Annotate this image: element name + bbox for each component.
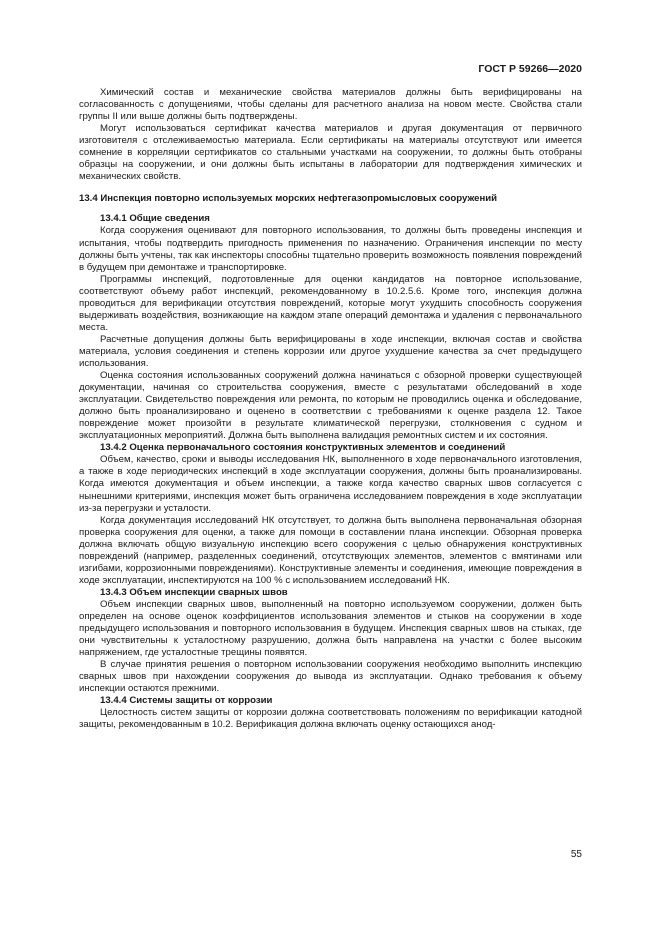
subsection-heading-13-4-3: 13.4.3 Объем инспекции сварных швов — [100, 586, 288, 598]
paragraph: Когда документация исследований НК отсутствует, то должна быть выполнена первоначальная обзорная проверка сооружения для оценки, а также для помощи в составлении плана инспекции. Обзорная проверка должна включать общую визуальную инспекцию всего сооружения с целью обнаружения конструктивных повреждений (например, разделенных соединений, отсутствующих элементов, элементов с вмятинами или изгибами, коррозионными повреждениями). Конструктивные элементы и соединения, имеющие повреждения в ходе эксплуатации, инспектируются на 100 % с использованием исследований НК. — [79, 514, 582, 586]
paragraph: Когда сооружения оценивают для повторного использования, то должны быть проведены инспекция и испытания, чтобы подтвердить пригодность применения по назначению. Ограничения инспекции по месту должны быть учтены, так как инспекторы способны тщательно проверить возможность появления повреждений в будущем при демонтаже и транспортировке. — [79, 225, 582, 273]
section-heading-13-4: 13.4 Инспекция повторно используемых морских нефтегазопромысловых сооружений — [79, 193, 498, 205]
page-number: 55 — [570, 849, 582, 860]
page-body — [79, 87, 582, 731]
paragraph: Объем, качество, сроки и выводы исследования НК, выполненного в ходе первоначального изготовления, а также в ходе периодических инспекций в ходе эксплуатации сооружения, должны быть проанализированы. Когда имеются документация и объем инспекции, а также когда качество сварных швов согласуется с нынешними критериями, инспекция может быть ограничена исследованием повреждения в ходе эксплуатации из-за перегрузки и усталости. — [79, 454, 582, 514]
paragraph: Программы инспекций, подготовленные для оценки кандидатов на повторное использование, соответствуют объему работ инспекций, рекомендованному в 10.2.5.6. Кроме того, инспекция должна проводиться для верификации отсутствия повреждений, которые могут ухудшить способность сооружения выдерживать воздействия, возникающие на каждом этапе операций демонтажа и удаления с первоначального места. — [79, 273, 582, 333]
subsection-heading-13-4-4: 13.4.4 Системы защиты от коррозии — [100, 695, 273, 707]
paragraph: Объем инспекции сварных швов, выполненный на повторно используемом сооружении, должен быть определен на основе оценок коэффициентов использования элементов и стыков на сооружении в ходе предыдущего использования и повторного использования в будущем. Инспекция сварных швов на стыках, где они чувствительны к усталостному разрушению, должна быть направлена на участки с более высоким напряжением, где усталостные трещины появятся. — [79, 598, 582, 659]
document-code: ГОСТ Р 59266—2020 — [478, 63, 582, 75]
paragraph: В случае принятия решения о повторном использовании сооружения необходимо выполнить инспекцию сварных швов при нахождении сооружения до вывода из эксплуатации. Однако требования к объему инспекции остаются прежними. — [79, 659, 582, 695]
paragraph: Расчетные допущения должны быть верифицированы в ходе инспекции, включая состав и свойства материала, условия соединения и степень коррозии или другое ухудшение качества за счет предыдущего использования. — [79, 333, 582, 369]
paragraph: Целостность систем защиты от коррозии должна соответствовать положениям по верификации катодной защиты, рекомендованным в 10.2. Верификация должна включать оценку остающихся анод- — [79, 707, 582, 731]
paragraph: Оценка состояния использованных сооружений должна начинаться с обзорной проверки существующей документации, начиная со строительства сооружения, вместе с результатами обследований в ходе эксплуатации. Свидетельство повреждения или ремонта, по которым не проводились оценка и обследование, должно быть проанализировано и оценено в соответствии с требованиями к оценке раздела 12. Такое повреждение может произойти в результате климатической перегрузки, столкновения с судном и эксплуатационных мероприятий. Должна быть выполнена валидация ремонтных систем и их состояния. — [79, 370, 582, 442]
paragraph: Могут использоваться сертификат качества материалов и другая документация от первичного изготовителя с отслеживаемостью материала. Если сертификаты на материалы отсутствуют или имеется сомнение в корреляции сертификатов со стальными участками на сооружении, то должны быть отобраны образцы на сооружении, и они должны быть испытаны в лаборатории для подтверждения химических и механических свойств. — [79, 123, 582, 183]
subsection-heading-13-4-1: 13.4.1 Общие сведения — [100, 213, 210, 225]
paragraph: Химический состав и механические свойства материалов должны быть верифицированы на согласованность с допущениями, чтобы сделаны для расчетного анализа на новом месте. Свойства стали группы II или выше должны быть подтверждены. — [79, 87, 582, 123]
subsection-heading-13-4-2: 13.4.2 Оценка первоначального состояния конструктивных элементов и соединений — [100, 442, 506, 454]
